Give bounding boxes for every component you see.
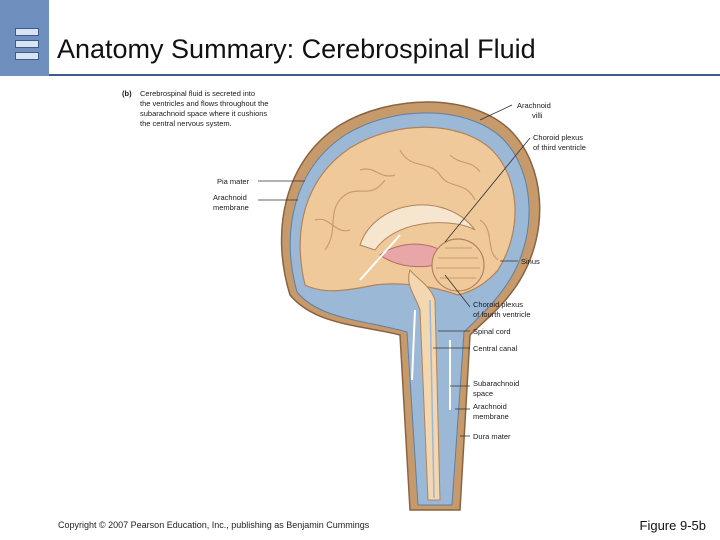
caption-line-4: the central nervous system. [140, 119, 232, 128]
title-bar [0, 0, 720, 76]
label-spinal-cord: Spinal cord [473, 327, 511, 336]
label-arachnoid-membrane-lower-2: membrane [473, 412, 509, 421]
label-choroid-plexus-third-1: Choroid plexus [533, 133, 584, 142]
label-pia-mater: Pia mater [217, 177, 250, 186]
label-subarachnoid-space-2: space [473, 389, 494, 398]
label-choroid-plexus-fourth-1: Choroid plexus [473, 300, 524, 309]
csf-anatomy-diagram [100, 80, 620, 520]
label-arachnoid-membrane-upper-1: Arachnoid [213, 193, 247, 202]
copyright-notice: Copyright © 2007 Pearson Education, Inc., publishing as Benjamin Cummings [58, 520, 370, 530]
stack-bar-decoration [15, 52, 39, 60]
caption-line-1: Cerebrospinal fluid is secreted into [140, 89, 256, 98]
label-arachnoid-villi-2: villi [532, 111, 543, 120]
stack-bar-decoration [15, 40, 39, 48]
label-subarachnoid-space-1: Subarachnoid [473, 379, 520, 388]
stack-bar-decoration [15, 28, 39, 36]
caption-line-2: the ventricles and flows throughout the [140, 99, 269, 108]
label-arachnoid-villi-1: Arachnoid [517, 101, 551, 110]
slide-title: Anatomy Summary: Cerebrospinal Fluid [57, 34, 536, 64]
title-sidebar-decoration [0, 0, 49, 76]
panel-marker: (b) [122, 89, 132, 98]
cerebellum [432, 239, 484, 291]
figure-reference: Figure 9-5b [639, 518, 706, 533]
label-central-canal: Central canal [473, 344, 518, 353]
title-underline [49, 74, 720, 76]
label-choroid-plexus-third-2: of third ventricle [533, 143, 586, 152]
label-choroid-plexus-fourth-2: of fourth ventricle [473, 310, 531, 319]
caption-line-3: subarachnoid space where it cushions [140, 109, 268, 118]
label-sinus: Sinus [521, 257, 540, 266]
label-arachnoid-membrane-upper-2: membrane [213, 203, 249, 212]
label-arachnoid-membrane-lower-1: Arachnoid [473, 402, 507, 411]
label-dura-mater: Dura mater [473, 432, 511, 441]
